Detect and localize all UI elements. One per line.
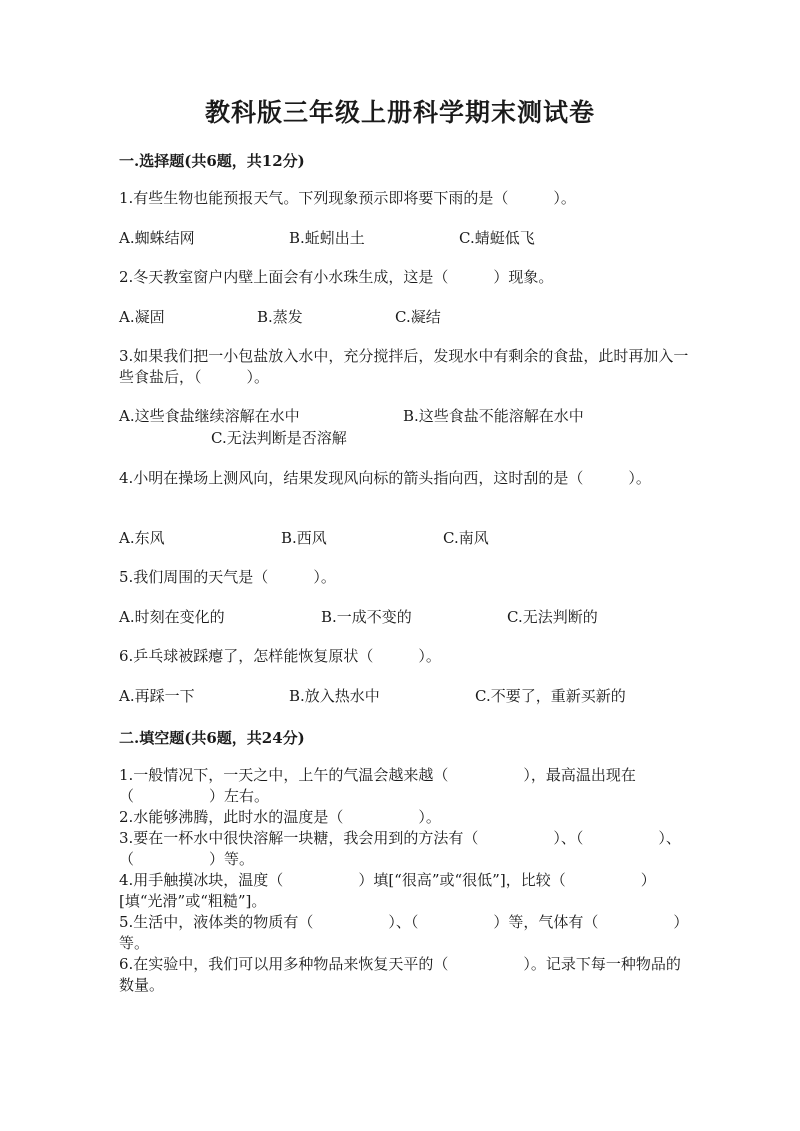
- question-2-option-a: A.凝固: [119, 308, 165, 326]
- question-4-option-b: B.西风: [281, 529, 327, 547]
- question-3-option-b: B.这些食盐不能溶解在水中: [403, 407, 584, 425]
- question-3-option-a: A.这些食盐继续溶解在水中: [119, 407, 300, 425]
- question-4-option-a: A.东风: [119, 529, 165, 547]
- fill-item-5: 5.生活中，液体类的物质有（ ）、（ ）等，气体有（ ）等。: [119, 913, 689, 952]
- question-4-option-c: C.南风: [443, 529, 489, 547]
- fill-item-6: 6.在实验中，我们可以用多种物品来恢复天平的（ ）。记录下每一种物品的数量。: [119, 955, 681, 994]
- question-5-option-a: A.时刻在变化的: [119, 608, 225, 626]
- page-title: 教科版三年级上册科学期末测试卷: [204, 98, 595, 127]
- question-2-stem: 2.冬天教室窗户内壁上面会有小水珠生成，这是（ ）现象。: [119, 268, 554, 286]
- fill-item-3: 3.要在一杯水中很快溶解一块糖，我会用到的方法有（ ）、（ ）、（ ）等。: [119, 829, 681, 868]
- section-heading-choice: 一.选择题(共6题，共12分): [119, 152, 305, 170]
- question-4-stem: 4.小明在操场上测风向，结果发现风向标的箭头指向西，这时刮的是（ ）。: [119, 469, 651, 487]
- section-heading-fill: 二.填空题(共6题，共24分): [119, 729, 305, 747]
- fill-item-2: 2.水能够沸腾，此时水的温度是（ ）。: [119, 808, 441, 826]
- question-5-option-c: C.无法判断的: [507, 608, 598, 626]
- question-1-option-c: C.蜻蜓低飞: [459, 229, 535, 247]
- question-6-option-b: B.放入热水中: [289, 687, 380, 705]
- question-2-option-c: C.凝结: [395, 308, 441, 326]
- question-1-stem: 1.有些生物也能预报天气。下列现象预示即将要下雨的是（ ）。: [119, 189, 576, 207]
- fill-item-1: 1.一般情况下，一天之中，上午的气温会越来越（ ），最高温出现在（ ）左右。: [119, 766, 636, 805]
- question-6-option-a: A.再踩一下: [119, 687, 195, 705]
- question-1-option-b: B.蚯蚓出土: [289, 229, 365, 247]
- question-6-stem: 6.乒乓球被踩瘪了，怎样能恢复原状（ ）。: [119, 647, 441, 665]
- question-5-option-b: B.一成不变的: [321, 608, 412, 626]
- question-6-option-c: C.不要了，重新买新的: [475, 687, 626, 705]
- question-3-stem: 3.如果我们把一小包盐放入水中，充分搅拌后，发现水中有剩余的食盐，此时再加入一些食盐后，（ ）。: [119, 347, 689, 386]
- question-3-option-c: C.无法判断是否溶解: [211, 429, 347, 447]
- question-5-stem: 5.我们周围的天气是（ ）。: [119, 568, 336, 586]
- fill-item-4: 4.用手触摸冰块，温度（ ）填[“很高”或“很低”]，比较（ ）[填“光滑”或“粗糙”]。: [119, 871, 656, 910]
- question-2-option-b: B.蒸发: [257, 308, 303, 326]
- question-1-option-a: A.蜘蛛结网: [119, 229, 195, 247]
